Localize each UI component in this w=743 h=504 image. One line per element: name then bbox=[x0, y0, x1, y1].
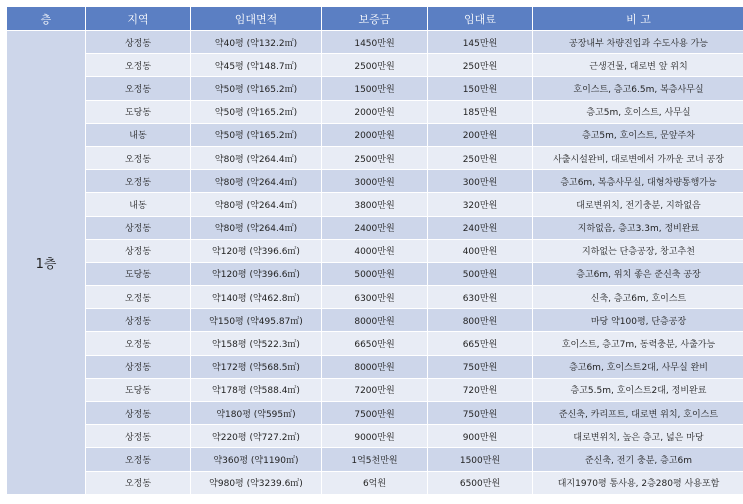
header-rent: 임대료 bbox=[428, 7, 533, 31]
deposit-cell: 3800만원 bbox=[322, 193, 428, 216]
rent-cell: 1500만원 bbox=[428, 448, 533, 471]
deposit-cell: 6300만원 bbox=[322, 286, 428, 309]
region-cell: 오정동 bbox=[86, 332, 191, 355]
region-cell: 오정동 bbox=[86, 471, 191, 494]
deposit-cell: 7200만원 bbox=[322, 378, 428, 401]
remarks-cell: 지하없음, 층고3.3m, 정비완료 bbox=[533, 216, 743, 239]
remarks-cell: 마당 약100평, 단층공장 bbox=[533, 309, 743, 332]
remarks-cell: 층고6m, 위치 좋은 준신축 공장 bbox=[533, 262, 743, 285]
remarks-cell: 준신축, 전기 충분, 층고6m bbox=[533, 448, 743, 471]
rent-cell: 750만원 bbox=[428, 355, 533, 378]
remarks-cell: 호이스트, 층고6.5m, 복층사무실 bbox=[533, 77, 743, 100]
area-cell: 약158평 (약522.3㎡) bbox=[191, 332, 322, 355]
header-deposit: 보증금 bbox=[322, 7, 428, 31]
rent-cell: 400만원 bbox=[428, 239, 533, 262]
area-cell: 약45평 (약148.7㎡) bbox=[191, 54, 322, 77]
area-cell: 약80평 (약264.4㎡) bbox=[191, 193, 322, 216]
table-row bbox=[7, 355, 743, 378]
deposit-cell: 8000만원 bbox=[322, 355, 428, 378]
remarks-cell: 근생건물, 대로변 앞 위치 bbox=[533, 54, 743, 77]
table-row bbox=[7, 170, 743, 193]
table-row bbox=[7, 146, 743, 169]
rent-cell: 665만원 bbox=[428, 332, 533, 355]
deposit-cell: 4000만원 bbox=[322, 239, 428, 262]
rent-cell: 750만원 bbox=[428, 402, 533, 425]
area-cell: 약150평 (약495.87㎡) bbox=[191, 309, 322, 332]
table-row bbox=[7, 471, 743, 494]
region-cell: 오정동 bbox=[86, 448, 191, 471]
region-cell: 오정동 bbox=[86, 286, 191, 309]
deposit-cell: 2500만원 bbox=[322, 146, 428, 169]
table-row bbox=[7, 193, 743, 216]
remarks-cell: 층고5.5m, 호이스트2대, 정비완료 bbox=[533, 378, 743, 401]
header-floor: 층 bbox=[7, 7, 86, 31]
region-cell: 오정동 bbox=[86, 170, 191, 193]
remarks-cell: 사출시설완비, 대로변에서 가까운 코너 공장 bbox=[533, 146, 743, 169]
deposit-cell: 6650만원 bbox=[322, 332, 428, 355]
deposit-cell: 2500만원 bbox=[322, 54, 428, 77]
rent-cell: 145만원 bbox=[428, 31, 533, 54]
remarks-cell: 층고6m, 복층사무실, 대형차량통행가능 bbox=[533, 170, 743, 193]
rent-cell: 250만원 bbox=[428, 54, 533, 77]
table-row bbox=[7, 54, 743, 77]
table-row bbox=[7, 332, 743, 355]
rent-cell: 250만원 bbox=[428, 146, 533, 169]
deposit-cell: 1억5천만원 bbox=[322, 448, 428, 471]
table-row bbox=[7, 425, 743, 448]
rent-cell: 200만원 bbox=[428, 123, 533, 146]
area-cell: 약80평 (약264.4㎡) bbox=[191, 146, 322, 169]
rent-cell: 500만원 bbox=[428, 262, 533, 285]
deposit-cell: 7500만원 bbox=[322, 402, 428, 425]
table-row bbox=[7, 286, 743, 309]
remarks-cell: 호이스트, 층고7m, 동력충분, 사출가능 bbox=[533, 332, 743, 355]
region-cell: 상정동 bbox=[86, 309, 191, 332]
header-area: 임대면적 bbox=[191, 7, 322, 31]
listing-table bbox=[6, 6, 743, 495]
region-cell: 상정동 bbox=[86, 239, 191, 262]
region-cell: 도당동 bbox=[86, 262, 191, 285]
remarks-cell: 준신축, 카리프트, 대로변 위치, 호이스트 bbox=[533, 402, 743, 425]
region-cell: 내동 bbox=[86, 193, 191, 216]
remarks-cell: 대지1970평 통사용, 2층280평 사용포함 bbox=[533, 471, 743, 494]
region-cell: 내동 bbox=[86, 123, 191, 146]
deposit-cell: 2000만원 bbox=[322, 100, 428, 123]
deposit-cell: 9000만원 bbox=[322, 425, 428, 448]
header-region: 지역 bbox=[86, 7, 191, 31]
table-body bbox=[7, 31, 743, 495]
table-row bbox=[7, 239, 743, 262]
area-cell: 약50평 (약165.2㎡) bbox=[191, 123, 322, 146]
region-cell: 오정동 bbox=[86, 146, 191, 169]
deposit-cell: 1500만원 bbox=[322, 77, 428, 100]
table-row bbox=[7, 262, 743, 285]
table-row bbox=[7, 402, 743, 425]
floor-cell: 1층 bbox=[7, 31, 86, 495]
region-cell: 상정동 bbox=[86, 425, 191, 448]
area-cell: 약40평 (약132.2㎡) bbox=[191, 31, 322, 54]
area-cell: 약180평 (약595㎡) bbox=[191, 402, 322, 425]
area-cell: 약80평 (약264.4㎡) bbox=[191, 170, 322, 193]
area-cell: 약50평 (약165.2㎡) bbox=[191, 100, 322, 123]
rent-cell: 240만원 bbox=[428, 216, 533, 239]
rent-cell: 720만원 bbox=[428, 378, 533, 401]
table-row bbox=[7, 216, 743, 239]
remarks-cell: 신축, 층고6m, 호이스트 bbox=[533, 286, 743, 309]
rent-cell: 6500만원 bbox=[428, 471, 533, 494]
table-row bbox=[7, 123, 743, 146]
table-row bbox=[7, 448, 743, 471]
area-cell: 약50평 (약165.2㎡) bbox=[191, 77, 322, 100]
rent-cell: 185만원 bbox=[428, 100, 533, 123]
remarks-cell: 대로변위치, 전기충분, 지하없음 bbox=[533, 193, 743, 216]
area-cell: 약120평 (약396.6㎡) bbox=[191, 239, 322, 262]
deposit-cell: 3000만원 bbox=[322, 170, 428, 193]
remarks-cell: 층고5m, 호이스트, 문앞주차 bbox=[533, 123, 743, 146]
rent-cell: 900만원 bbox=[428, 425, 533, 448]
region-cell: 상정동 bbox=[86, 31, 191, 54]
table-row bbox=[7, 31, 743, 54]
region-cell: 도당동 bbox=[86, 378, 191, 401]
area-cell: 약140평 (약462.8㎡) bbox=[191, 286, 322, 309]
header-remarks: 비 고 bbox=[533, 7, 743, 31]
header-row bbox=[7, 7, 743, 31]
remarks-cell: 공장내부 차량진입과 수도사용 가능 bbox=[533, 31, 743, 54]
deposit-cell: 2000만원 bbox=[322, 123, 428, 146]
rent-cell: 320만원 bbox=[428, 193, 533, 216]
remarks-cell: 대로변위치, 높은 층고, 넓은 마당 bbox=[533, 425, 743, 448]
region-cell: 상정동 bbox=[86, 402, 191, 425]
deposit-cell: 5000만원 bbox=[322, 262, 428, 285]
deposit-cell: 6억원 bbox=[322, 471, 428, 494]
rent-cell: 300만원 bbox=[428, 170, 533, 193]
region-cell: 상정동 bbox=[86, 216, 191, 239]
area-cell: 약178평 (약588.4㎡) bbox=[191, 378, 322, 401]
rent-cell: 800만원 bbox=[428, 309, 533, 332]
area-cell: 약360평 (약1190㎡) bbox=[191, 448, 322, 471]
deposit-cell: 2400만원 bbox=[322, 216, 428, 239]
remarks-cell: 층고5m, 호이스트, 사무실 bbox=[533, 100, 743, 123]
area-cell: 약220평 (약727.2㎡) bbox=[191, 425, 322, 448]
region-cell: 오정동 bbox=[86, 54, 191, 77]
table-row bbox=[7, 100, 743, 123]
table-row bbox=[7, 309, 743, 332]
rent-cell: 150만원 bbox=[428, 77, 533, 100]
table-row bbox=[7, 378, 743, 401]
area-cell: 약172평 (약568.5㎡) bbox=[191, 355, 322, 378]
table-row bbox=[7, 77, 743, 100]
area-cell: 약80평 (약264.4㎡) bbox=[191, 216, 322, 239]
area-cell: 약120평 (약396.6㎡) bbox=[191, 262, 322, 285]
rent-cell: 630만원 bbox=[428, 286, 533, 309]
area-cell: 약980평 (약3239.6㎡) bbox=[191, 471, 322, 494]
remarks-cell: 층고6m, 호이스트2대, 사무실 완비 bbox=[533, 355, 743, 378]
deposit-cell: 1450만원 bbox=[322, 31, 428, 54]
region-cell: 상정동 bbox=[86, 355, 191, 378]
region-cell: 도당동 bbox=[86, 100, 191, 123]
region-cell: 오정동 bbox=[86, 77, 191, 100]
remarks-cell: 지하없는 단층공장, 창고추천 bbox=[533, 239, 743, 262]
deposit-cell: 8000만원 bbox=[322, 309, 428, 332]
